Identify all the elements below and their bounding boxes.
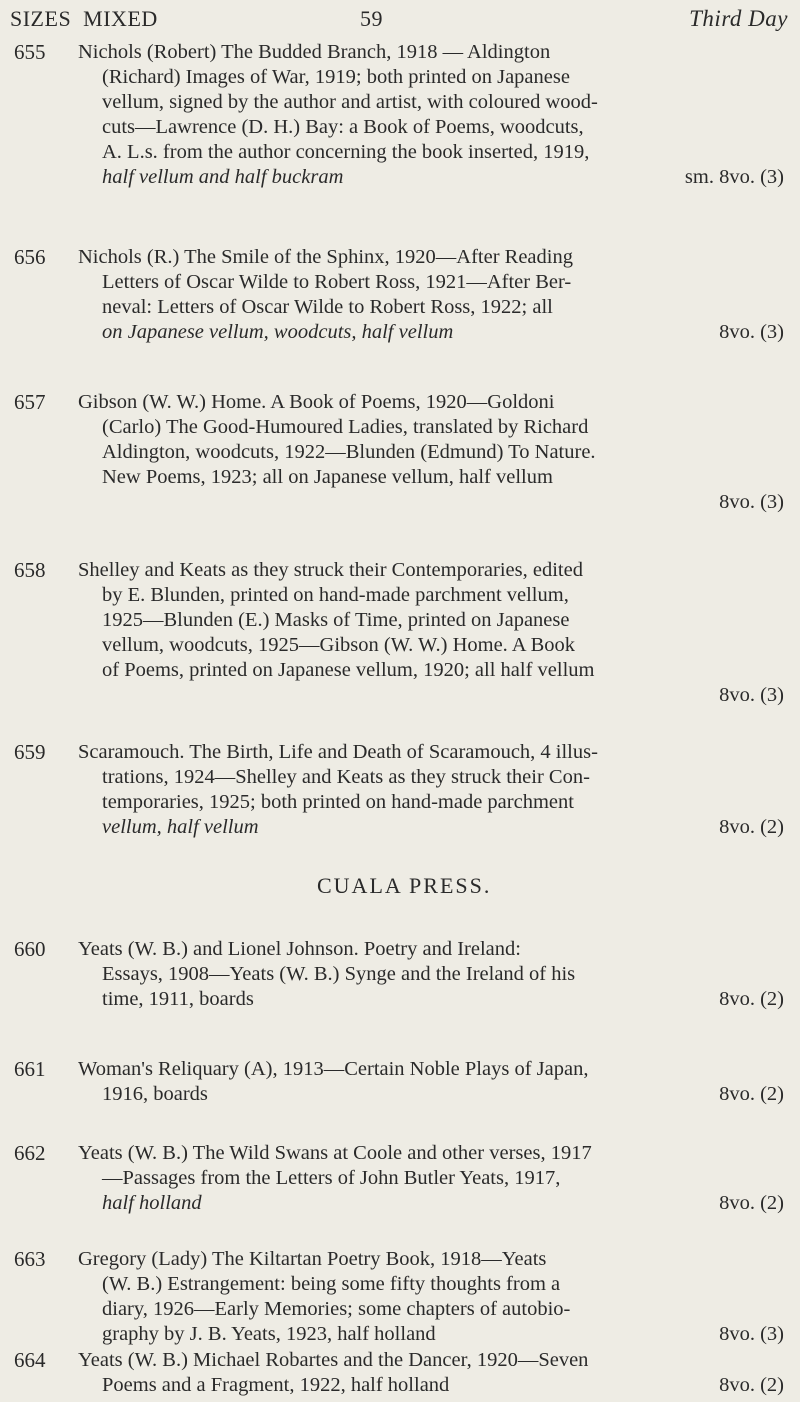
- lot-line: Shelley and Keats as they struck their Contemporaries, edited: [78, 559, 583, 581]
- lot-number: 659: [14, 740, 46, 764]
- lot-line: Yeats (W. B.) and Lionel Johnson. Poetry and Ireland:: [78, 938, 521, 960]
- lot-line: A. L.s. from the author concerning the book inserted, 1919,: [102, 141, 590, 163]
- lot-number: 663: [14, 1247, 46, 1271]
- lot-659: [14, 740, 784, 840]
- lot-format: 8vo. (3): [719, 1323, 784, 1345]
- lot-line: Gibson (W. W.) Home. A Book of Poems, 1920—Goldoni: [78, 391, 555, 413]
- lot-description: [78, 245, 784, 345]
- lot-description: [78, 740, 784, 840]
- lot-661: [14, 1057, 784, 1107]
- page-header: [10, 6, 788, 38]
- lot-description: [78, 390, 784, 515]
- lot-description: [78, 40, 784, 190]
- lot-line: vellum, woodcuts, 1925—Gibson (W. W.) Home. A Book: [102, 634, 576, 656]
- lot-line: graphy by J. B. Yeats, 1923, half holland: [102, 1323, 436, 1345]
- lot-line: of Poems, printed on Japanese vellum, 1920; all half vellum: [102, 659, 595, 681]
- lot-line: Yeats (W. B.) Michael Robartes and the Dancer, 1920—Seven: [78, 1349, 589, 1371]
- lot-line: diary, 1926—Early Memories; some chapters of autobio-: [102, 1298, 571, 1320]
- lot-number: 664: [14, 1348, 46, 1372]
- lot-line: Poems and a Fragment, 1922, half holland: [102, 1374, 450, 1396]
- lot-line: trations, 1924—Shelley and Keats as they struck their Con-: [102, 766, 590, 788]
- lot-line: Letters of Oscar Wilde to Robert Ross, 1921—After Ber-: [102, 271, 572, 293]
- lot-line: time, 1911, boards: [102, 988, 254, 1010]
- lot-line: Yeats (W. B.) The Wild Swans at Coole and other verses, 1917: [78, 1142, 592, 1164]
- lot-number: 656: [14, 245, 46, 269]
- lot-line: temporaries, 1925; both printed on hand-made parchment: [102, 791, 574, 813]
- lot-line: neval: Letters of Oscar Wilde to Robert Ross, 1922; all: [102, 296, 553, 318]
- lot-format: sm. 8vo. (3): [684, 166, 784, 188]
- lot-663: [14, 1247, 784, 1347]
- lot-line: Nichols (R.) The Smile of the Sphinx, 1920—After Reading: [78, 246, 573, 268]
- lot-line: (W. B.) Estrangement: being some fifty thoughts from a: [102, 1273, 561, 1295]
- lot-format: 8vo. (2): [719, 1374, 784, 1396]
- section-title: CUALA PRESS.: [317, 873, 492, 898]
- sale-day: Third Day: [689, 6, 788, 31]
- lot-line: Nichols (Robert) The Budded Branch, 1918 — Aldington: [78, 41, 551, 63]
- lot-664: [14, 1348, 784, 1398]
- lot-format: 8vo. (2): [719, 1083, 784, 1105]
- lot-number: 662: [14, 1141, 46, 1165]
- lot-line: Scaramouch. The Birth, Life and Death of Scaramouch, 4 illus-: [78, 741, 598, 763]
- lot-line: Gregory (Lady) The Kiltartan Poetry Book, 1918—Yeats: [78, 1248, 547, 1270]
- lot-description: [78, 558, 784, 708]
- lot-number: 657: [14, 390, 46, 414]
- lot-line: (Richard) Images of War, 1919; both printed on Japanese: [102, 66, 570, 88]
- lot-line: half holland: [102, 1192, 202, 1214]
- lot-format: 8vo. (2): [719, 988, 784, 1010]
- lot-format: 8vo. (2): [719, 816, 784, 838]
- lot-line: half vellum and half buckram: [102, 166, 344, 188]
- page-number: 59: [360, 6, 383, 31]
- lot-line: Aldington, woodcuts, 1922—Blunden (Edmund) To Nature.: [102, 441, 596, 463]
- lot-line: vellum, half vellum: [102, 816, 259, 838]
- lot-660: [14, 937, 784, 1012]
- lot-line: cuts—Lawrence (D. H.) Bay: a Book of Poems, woodcuts,: [102, 116, 584, 138]
- lot-description: [78, 1141, 784, 1216]
- lot-655: [14, 40, 784, 190]
- lot-line: Essays, 1908—Yeats (W. B.) Synge and the Ireland of his: [102, 963, 576, 985]
- lot-658: [14, 558, 784, 708]
- lot-format: 8vo. (3): [719, 321, 784, 343]
- lot-description: [78, 1057, 784, 1107]
- header-left: SIZES MIXED: [10, 6, 158, 31]
- lot-number: 658: [14, 558, 46, 582]
- lot-number: 660: [14, 937, 46, 961]
- lot-line: 1925—Blunden (E.) Masks of Time, printed on Japanese: [102, 609, 570, 631]
- lot-format: 8vo. (3): [719, 684, 784, 706]
- lot-662: [14, 1141, 784, 1216]
- lot-line: by E. Blunden, printed on hand-made parchment vellum,: [102, 584, 569, 606]
- lot-format: 8vo. (3): [719, 491, 784, 513]
- lot-656: [14, 245, 784, 345]
- lot-line: 1916, boards: [102, 1083, 208, 1105]
- lot-description: [78, 1247, 784, 1347]
- lot-line: —Passages from the Letters of John Butler Yeats, 1917,: [102, 1167, 561, 1189]
- lot-number: 661: [14, 1057, 46, 1081]
- lot-line: New Poems, 1923; all on Japanese vellum, half vellum: [102, 466, 553, 488]
- lot-format: 8vo. (2): [719, 1192, 784, 1214]
- lot-657: [14, 390, 784, 515]
- lot-line: (Carlo) The Good-Humoured Ladies, translated by Richard: [102, 416, 589, 438]
- lot-number: 655: [14, 40, 46, 64]
- lot-line: Woman's Reliquary (A), 1913—Certain Noble Plays of Japan,: [78, 1058, 589, 1080]
- lot-line: on Japanese vellum, woodcuts, half vellum: [102, 321, 454, 343]
- lot-description: [78, 1348, 784, 1398]
- lot-line: vellum, signed by the author and artist, with coloured wood-: [102, 91, 598, 113]
- lot-description: [78, 937, 784, 1012]
